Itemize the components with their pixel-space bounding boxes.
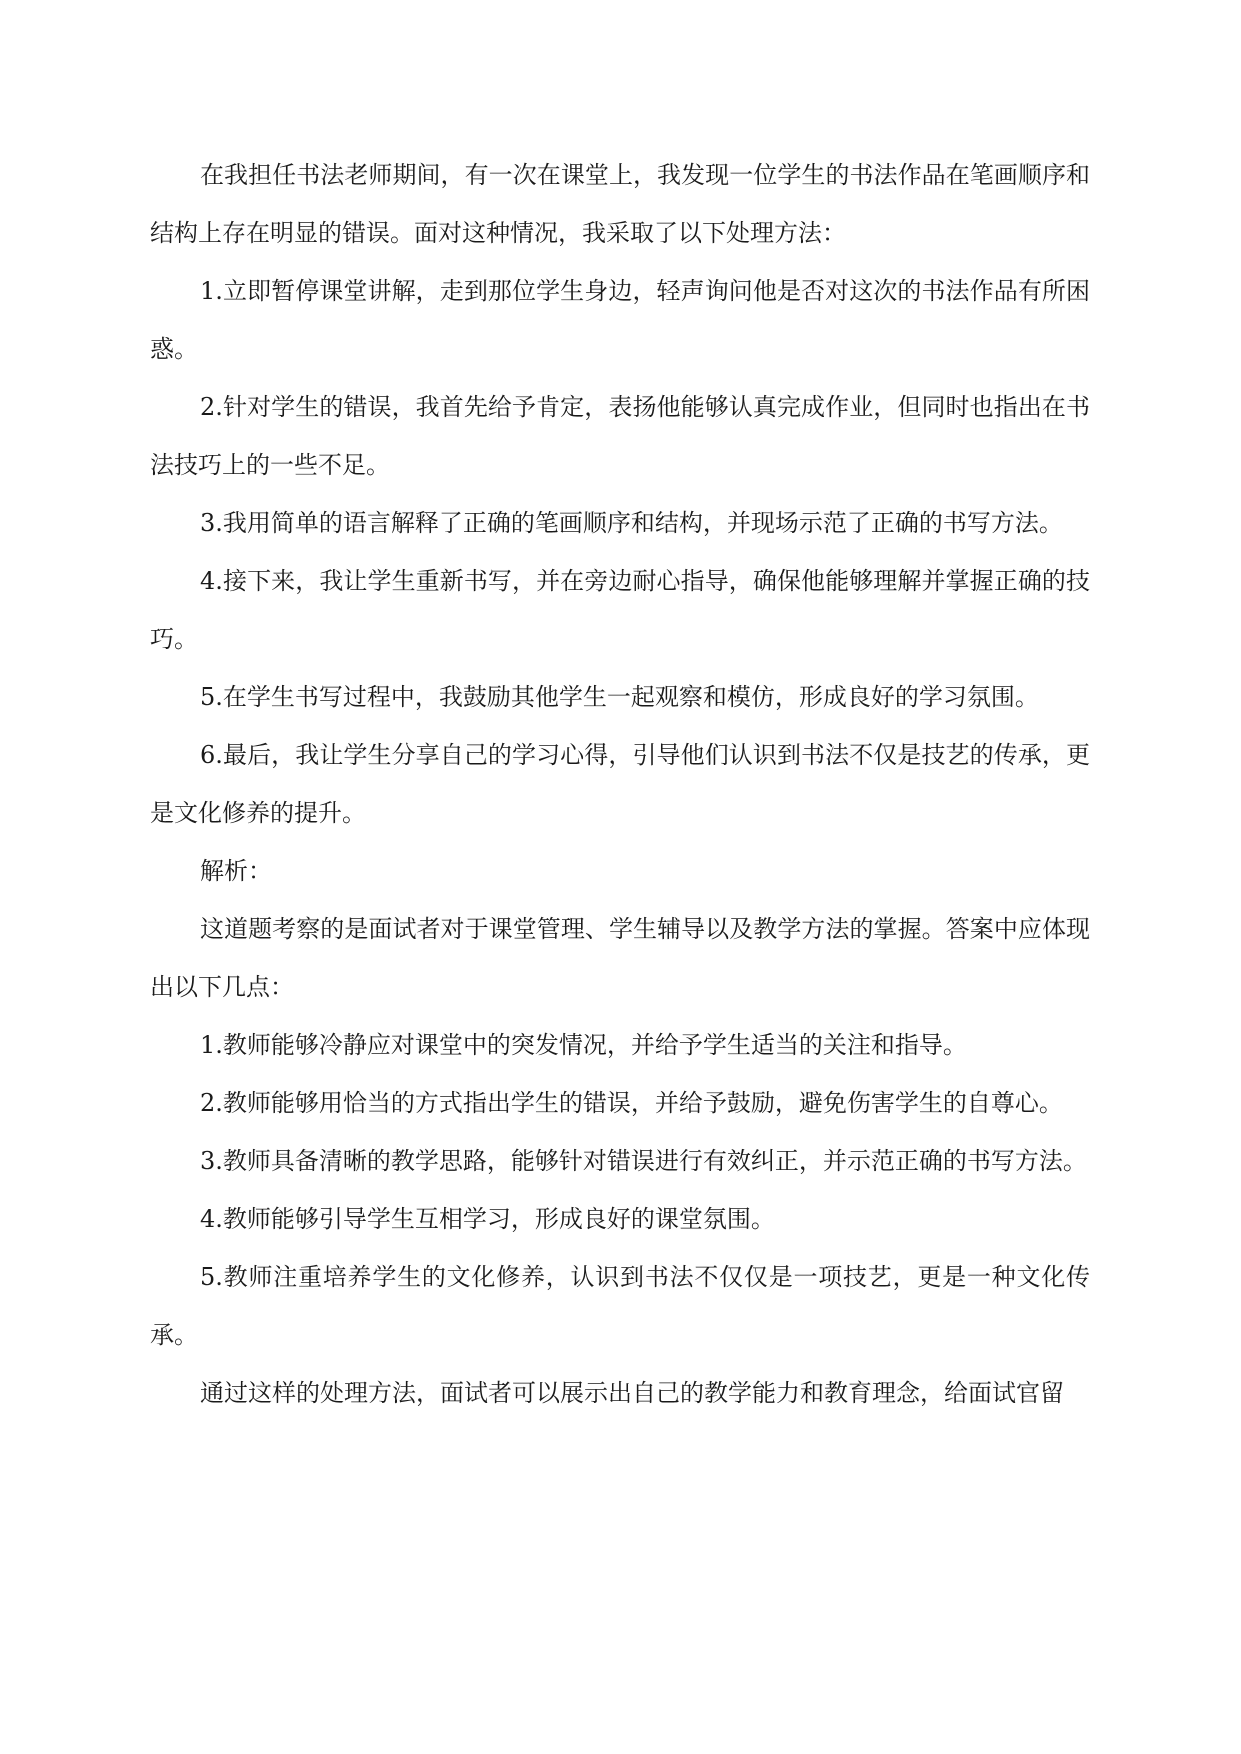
analysis-point-2: 2.教师能够用恰当的方式指出学生的错误，并给予鼓励，避免伤害学生的自尊心。 xyxy=(200,1089,1063,1117)
method-step-6: 6.最后，我让学生分享自己的学习心得，引导他们认识到书法不仅是技艺的传承，更是文化修养的提升。 xyxy=(150,741,1090,827)
method-step-5: 5.在学生书写过程中，我鼓励其他学生一起观察和模仿，形成良好的学习氛围。 xyxy=(200,683,1039,711)
document-page xyxy=(150,146,1090,1422)
method-step-3: 3.我用简单的语言解释了正确的笔画顺序和结构，并现场示范了正确的书写方法。 xyxy=(200,509,1063,537)
analysis-point-3: 3.教师具备清晰的教学思路，能够针对错误进行有效纠正，并示范正确的书写方法。 xyxy=(200,1147,1087,1175)
analysis-heading: 解析： xyxy=(200,857,272,885)
method-step-2: 2.针对学生的错误，我首先给予肯定，表扬他能够认真完成作业，但同时也指出在书法技巧上的一些不足。 xyxy=(150,393,1090,479)
analysis-point-1: 1.教师能够冷静应对课堂中的突发情况，并给予学生适当的关注和指导。 xyxy=(200,1031,967,1059)
analysis-point-5: 5.教师注重培养学生的文化修养，认识到书法不仅仅是一项技艺，更是一种文化传承。 xyxy=(150,1263,1090,1349)
intro-paragraph: 在我担任书法老师期间，有一次在课堂上，我发现一位学生的书法作品在笔画顺序和结构上存在明显的错误。面对这种情况，我采取了以下处理方法： xyxy=(150,161,1090,247)
method-step-1: 1.立即暂停课堂讲解，走到那位学生身边，轻声询问他是否对这次的书法作品有所困惑。 xyxy=(150,277,1090,363)
conclusion-paragraph: 通过这样的处理方法，面试者可以展示出自己的教学能力和教育理念，给面试官留 xyxy=(200,1379,1064,1407)
analysis-intro: 这道题考察的是面试者对于课堂管理、学生辅导以及教学方法的掌握。答案中应体现出以下几点： xyxy=(150,915,1090,1001)
analysis-point-4: 4.教师能够引导学生互相学习，形成良好的课堂氛围。 xyxy=(200,1205,775,1233)
method-step-4: 4.接下来，我让学生重新书写，并在旁边耐心指导，确保他能够理解并掌握正确的技巧。 xyxy=(150,567,1090,653)
